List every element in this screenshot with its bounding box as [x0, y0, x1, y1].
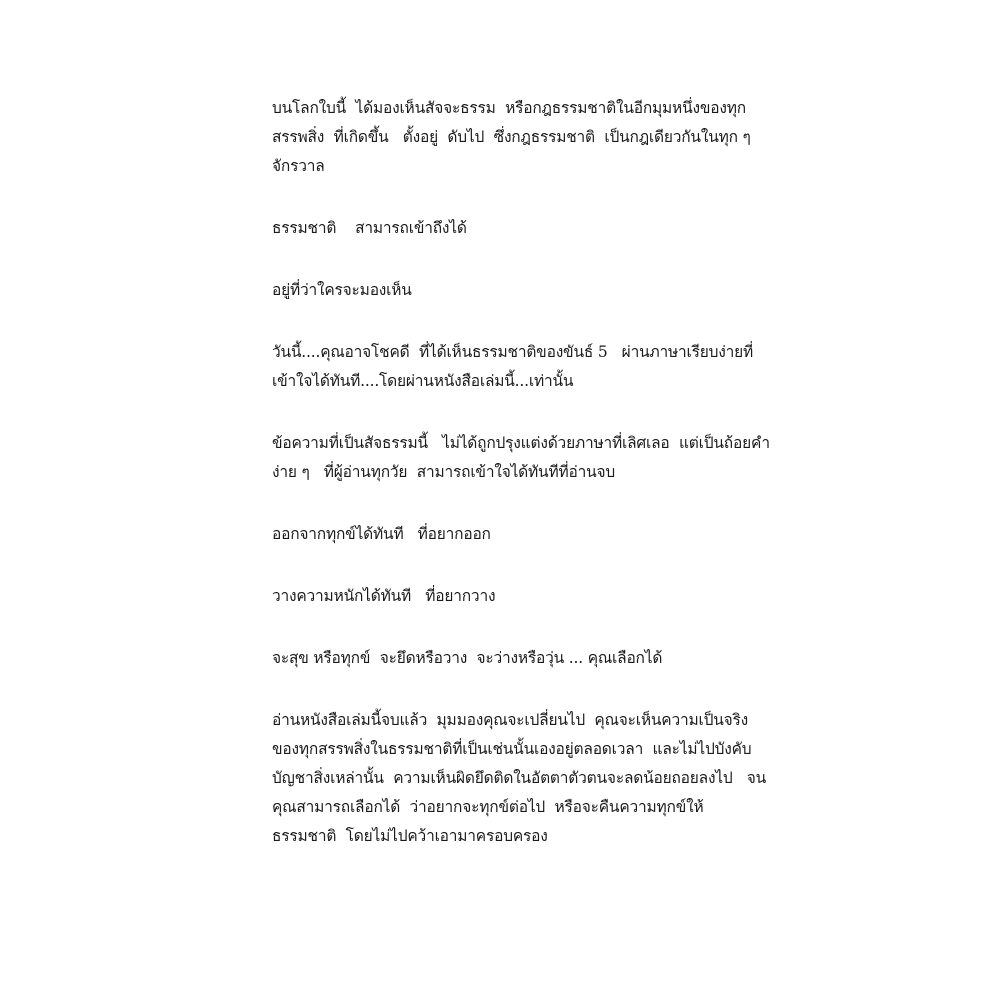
text-line: คุณสามารถเลือกได้ ว่าอยากจะทุกข์ต่อไป หรือจะคืนความทุกข์ให้ — [272, 798, 704, 816]
text-line: ธรรมชาติ โดยไม่ไปคว้าเอามาครอบครอง — [272, 827, 548, 845]
text-line: ออกจากทุกข์ได้ทันที ที่อยากออก — [272, 525, 491, 543]
paragraph-2 — [272, 214, 1000, 243]
text-line: ของทุกสรรพสิ่งในธรรมชาติที่เป็นเช่นนั้นเองอยู่ตลอดเวลา และไม่ไปบังคับ — [272, 740, 752, 758]
text-line: จะสุข หรือทุกข์ จะยึดหรือวาง จะว่างหรือวุ่น ... คุณเลือกได้ — [272, 649, 663, 667]
paragraph-3 — [272, 276, 1000, 305]
text-line: สรรพสิ่ง ที่เกิดขึ้น ตั้งอยู่ ดับไป ซึ่งกฎธรรมชาติ เป็นกฎเดียวกันในทุก ๆ — [272, 128, 751, 146]
text-line: อ่านหนังสือเล่มนี้จบแล้ว มุมมองคุณจะเปลี่ยนไป คุณจะเห็นความเป็นจริง — [272, 711, 748, 729]
paragraph-8 — [272, 644, 1000, 673]
paragraph-1 — [272, 94, 1000, 181]
text-line: วางความหนักได้ทันที ที่อยากวาง — [272, 587, 496, 605]
paragraph-4 — [272, 338, 1000, 396]
text-line: จักรวาล — [272, 157, 325, 175]
paragraph-7 — [272, 582, 1000, 611]
text-line: บนโลกใบนี้ ได้มองเห็นสัจจะธรรม หรือกฎธรรมชาติในอีกมุมหนึ่งของทุก — [272, 99, 746, 117]
text-line: ธรรมชาติ สามารถเข้าถึงได้ — [272, 219, 467, 237]
text-line: อยู่ที่ว่าใครจะมองเห็น — [272, 281, 412, 299]
paragraph-9 — [272, 706, 1000, 851]
text-line: บัญชาสิ่งเหล่านั้น ความเห็นผิดยึดติดในอัตตาตัวตนจะลดน้อยถอยลงไป จน — [272, 769, 767, 787]
text-line: ข้อความที่เป็นสัจธรรมนี้ ไม่ได้ถูกปรุงแต่งด้วยภาษาที่เลิศเลอ แต่เป็นถ้อยคำ — [272, 434, 770, 452]
paragraph-6 — [272, 520, 1000, 549]
text-line: ง่าย ๆ ที่ผู้อ่านทุกวัย สามารถเข้าใจได้ทันทีที่อ่านจบ — [272, 463, 616, 481]
text-line: เข้าใจได้ทันที....โดยผ่านหนังสือเล่มนี้...เท่านั้น — [272, 372, 574, 390]
paragraph-5 — [272, 429, 1000, 487]
text-line: วันนี้....คุณอาจโชคดี ที่ได้เห็นธรรมชาติของขันธ์ 5 ผ่านภาษาเรียบง่ายที่ — [272, 343, 754, 361]
